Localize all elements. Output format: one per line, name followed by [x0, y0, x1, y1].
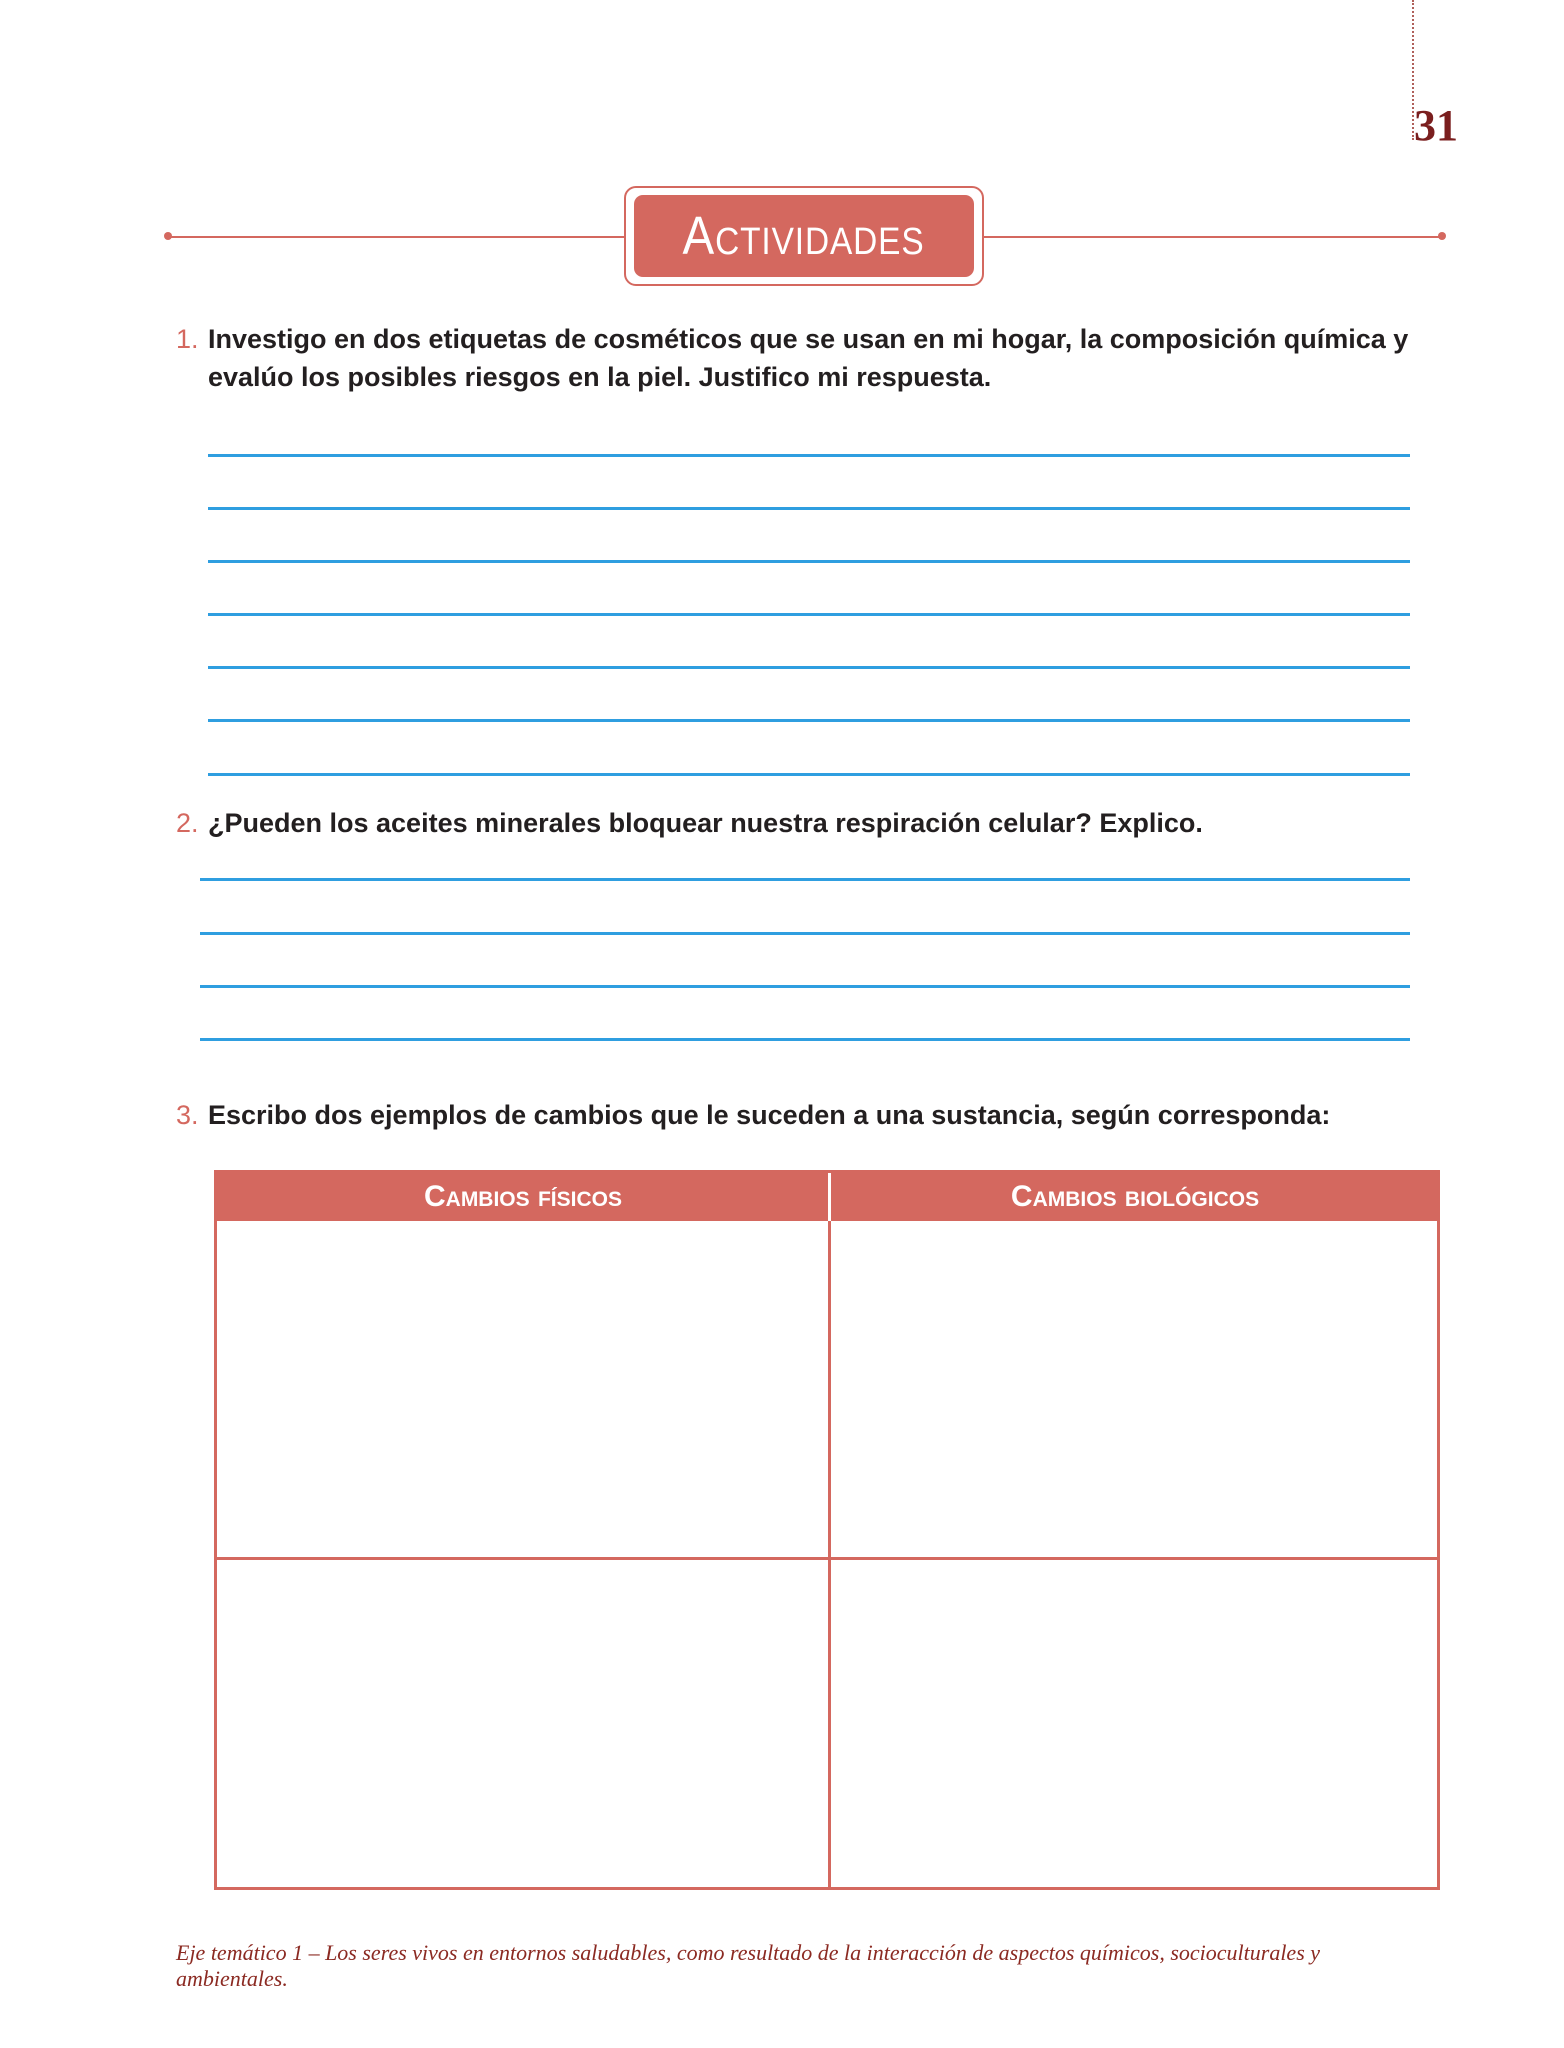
answer-line-q2-2[interactable]	[200, 932, 1410, 935]
question-2-number: 2.	[176, 808, 199, 838]
header-cambios-fisicos: Cambios físicos	[423, 1180, 622, 1213]
question-3	[176, 1096, 1416, 1134]
answer-line-q1-1[interactable]	[208, 454, 1410, 457]
question-1-text-line1: Investigo en dos etiquetas de cosméticos que se usan en mi hogar, la composición química y	[208, 324, 1409, 354]
cell-biologicos-2[interactable]	[831, 1560, 1437, 1887]
answer-line-q1-5[interactable]	[208, 666, 1410, 669]
question-1-text-line2: evalúo los posibles riesgos en la piel. Justifico mi respuesta.	[208, 362, 992, 392]
question-1-number: 1.	[176, 324, 199, 354]
answer-line-q1-2[interactable]	[208, 507, 1410, 510]
question-2-text: ¿Pueden los aceites minerales bloquear nuestra respiración celular? Explico.	[208, 808, 1203, 838]
answer-line-q1-3[interactable]	[208, 560, 1410, 563]
question-1	[176, 320, 1416, 396]
footer-caption: Eje temático 1 – Los seres vivos en entornos saludables, como resultado de la interacción de aspectos químicos, socioculturales y ambientales.	[176, 1940, 1321, 1991]
cell-biologicos-1[interactable]	[831, 1221, 1437, 1557]
answer-line-q2-4[interactable]	[200, 1038, 1410, 1041]
answer-line-q1-4[interactable]	[208, 613, 1410, 616]
question-3-number: 3.	[176, 1100, 199, 1130]
answer-line-q2-3[interactable]	[200, 985, 1410, 988]
answer-line-q2-1[interactable]	[200, 878, 1410, 881]
question-3-text: Escribo dos ejemplos de cambios que le suceden a una sustancia, según corresponda:	[208, 1100, 1331, 1130]
title-line-right	[982, 236, 1442, 238]
changes-table	[214, 1170, 1440, 1890]
title-line-left	[168, 236, 626, 238]
answer-line-q1-6[interactable]	[208, 719, 1410, 722]
question-2	[176, 804, 1416, 842]
page-number: 31	[1414, 101, 1458, 150]
table-header	[217, 1173, 1437, 1221]
header-cambios-biologicos: Cambios biológicos	[1010, 1180, 1260, 1213]
cell-fisicos-2[interactable]	[217, 1560, 828, 1887]
answer-line-q1-7[interactable]	[208, 773, 1410, 776]
section-title: Actividades	[682, 206, 926, 266]
cell-fisicos-1[interactable]	[217, 1221, 828, 1557]
title-line-right-dot	[1438, 232, 1446, 240]
section-title-banner	[634, 195, 974, 277]
